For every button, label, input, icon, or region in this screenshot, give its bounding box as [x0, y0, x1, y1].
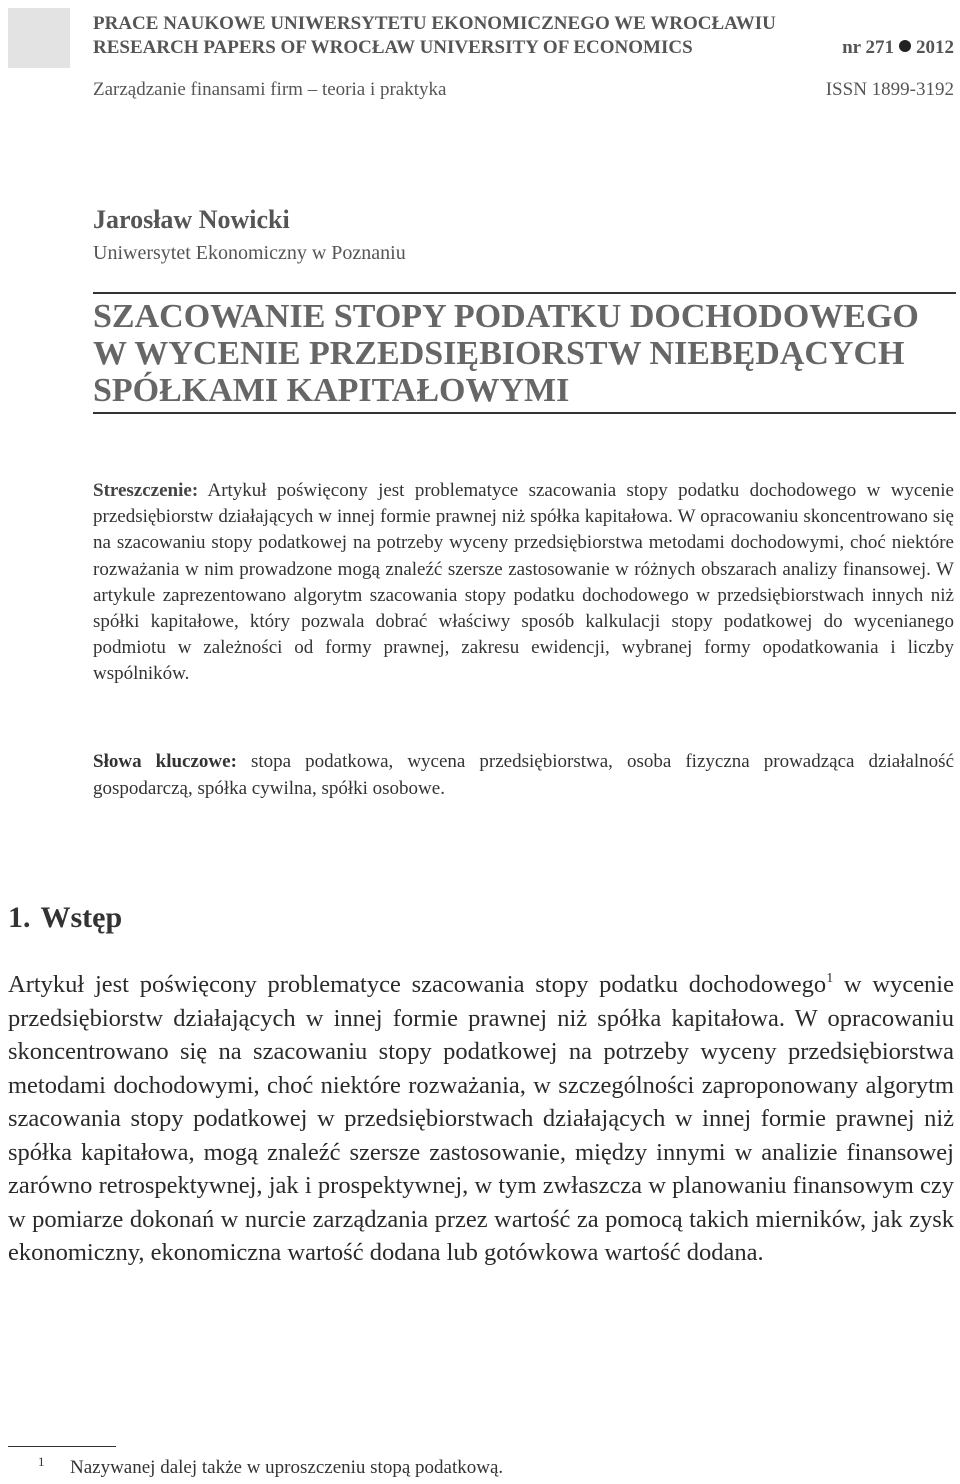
title-line: SZACOWANIE STOPY PODATKU DOCHODOWEGO [93, 298, 919, 335]
keywords [93, 748, 954, 802]
footnote-text: Nazywanej dalej także w uproszczeniu stopą podatkową. [70, 1457, 504, 1478]
title-rule-top [93, 292, 956, 294]
title-line: W WYCENIE PRZEDSIĘBIORSTW NIEBĘDĄCYCH [93, 335, 905, 372]
body-text-rest: w wycenie przedsiębiorstw działających w innej formie prawnej niż spółka kapitałowa. W opracowaniu skoncentrowano się na szacowaniu stopy podatkowej na potrzeby wyceny przedsiębiorstwa metodami dochodowymi, choć niektóre rozważania, w szczególności zaproponowany algorytm szacowania stopy podatkowej w przedsiębiorstwach działających w innej formie prawnej niż spółka kapitałowa, mogą znaleźć szersze zastosowanie, między innymi w analizie finansowej zarówno retrospektywnej, jak i prospektywnej, w tym zwłaszcza w planowaniu finansowym czy w pomiarze dokonań w nurcie zarządzania przez wartość za pomocą takich mierników, jak zysk ekonomiczny, ekonomiczna wartość dodana lub gotówkowa wartość dodana. [8, 971, 954, 1266]
bullet-dot-icon [899, 40, 911, 52]
series-title-pl [93, 12, 954, 36]
section-number: 1. [8, 901, 31, 934]
author-name: Jarosław Nowicki [93, 205, 290, 234]
footnote-mark: 1 [38, 1454, 45, 1469]
section-heading [8, 900, 122, 936]
abstract-label: Streszczenie: [93, 480, 199, 501]
volume-row [93, 78, 954, 102]
author-affiliation: Uniwersytet Ekonomiczny w Poznaniu [93, 242, 406, 264]
footnote-separator [8, 1446, 116, 1447]
body-text-start: Artykuł jest poświęcony problematyce szacowania stopy podatku dochodowego [8, 971, 827, 998]
title-rule-bottom [93, 412, 956, 414]
title-line: SPÓŁKAMI KAPITAŁOWYMI [93, 372, 570, 409]
keywords-text: stopa podatkowa, wycena przedsiębiorstwa, osoba fizyczna prowadząca działalność gospodarczą, spółka cywilna, spółki osobowe. [93, 751, 955, 799]
article-title [93, 298, 919, 409]
series-title-en: RESEARCH PAPERS OF WROCŁAW UNIVERSITY OF ECONOMICS [93, 37, 693, 58]
abstract-text: Artykuł poświęcony jest problematyce szacowania stopy podatku dochodowego w wycenie przedsiębiorstw działających w innej formie prawnej niż spółka kapitałowa. W opracowaniu skoncentrowano się na szacowaniu stopy podatkowej na potrzeby wyceny przedsiębiorstwa metodami dochodowymi, choć niektóre rozważania w nim prowadzone mogą znaleźć szersze zastosowanie w różnych obszarach analizy finansowej. W artykule zaprezentowano algorytm szacowania stopy podatku dochodowego w przedsiębiorstwach innych niż spółki kapitałowe, który pozwala dobrać właściwy sposób kalkulacji stopy podatkowej do wycenianego podmiotu w zależności od formy prawnej, zakresu ewidencji, wybranej formy opodatkowania i liczby wspólników. [93, 480, 954, 685]
body-paragraph [8, 968, 954, 1270]
header-gray-block [8, 8, 70, 68]
issn: ISSN 1899-3192 [825, 79, 954, 100]
keywords-label: Słowa kluczowe: [93, 751, 237, 772]
issue-year: 2012 [916, 37, 954, 58]
issue-info [842, 36, 954, 60]
series-title-pl-text: PRACE NAUKOWE UNIWERSYTETU EKONOMICZNEGO WE WROCŁAWIU [93, 13, 776, 34]
footnote-reference: 1 [826, 971, 834, 986]
abstract [93, 478, 954, 688]
volume-title: Zarządzanie finansami firm – teoria i praktyka [93, 79, 447, 100]
section-title: Wstęp [40, 901, 123, 934]
series-title-en-row [93, 36, 954, 60]
issue-number: nr 271 [842, 37, 894, 58]
footnote [38, 1456, 503, 1480]
